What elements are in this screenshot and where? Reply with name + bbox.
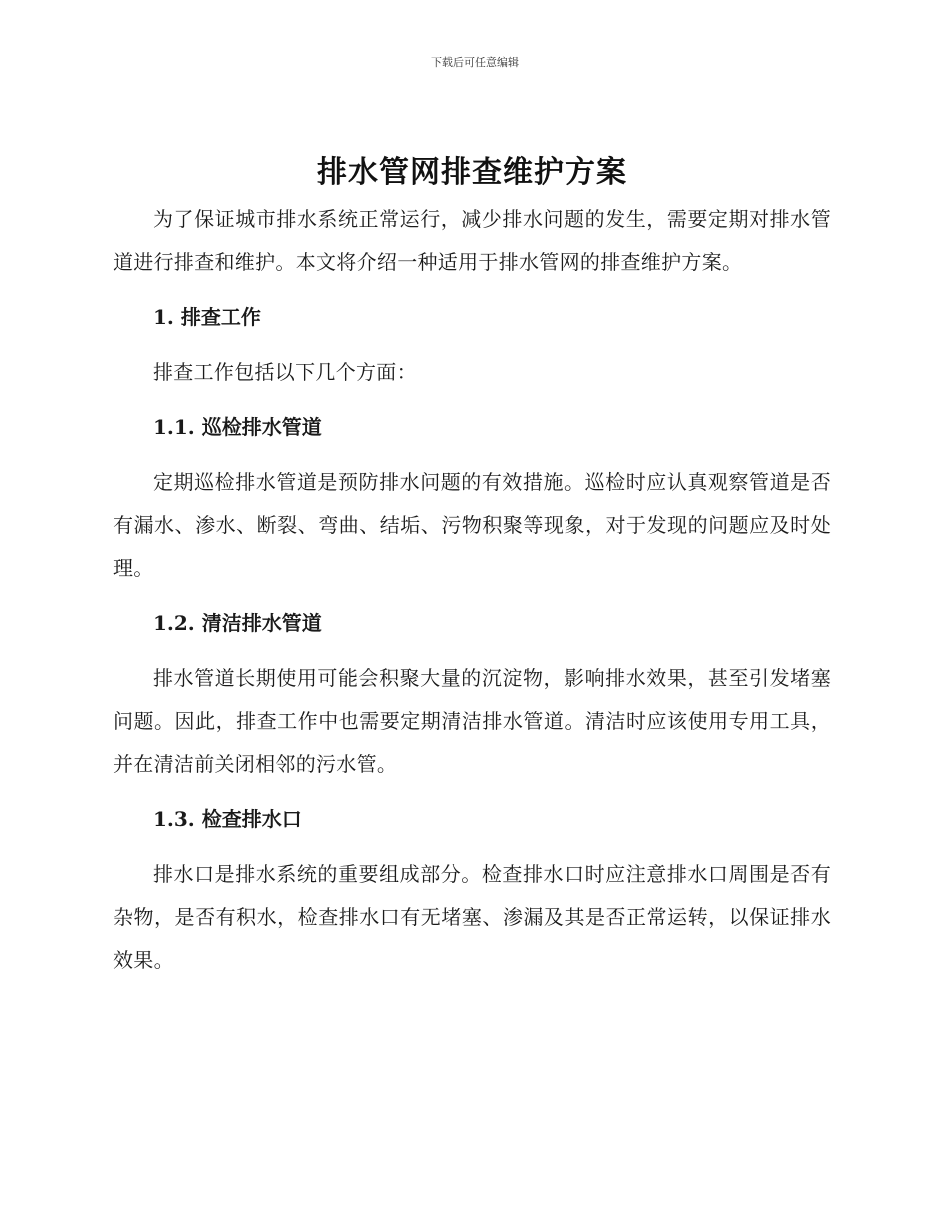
section-1-1-paragraph: 定期巡检排水管道是预防排水问题的有效措施。巡检时应认真观察管道是否有漏水、渗水、断裂、弯曲、结垢、污物积聚等现象，对于发现的问题应及时处理。 <box>113 470 831 580</box>
page-header-note: 下载后可任意编辑 <box>431 56 519 69</box>
document-body <box>113 150 831 982</box>
section-1-heading: 1. 排查工作 <box>153 305 261 329</box>
section-1-2-heading: 1.2. 清洁排水管道 <box>153 611 322 635</box>
document-title: 排水管网排查维护方案 <box>317 155 627 190</box>
section-1-3-paragraph: 排水口是排水系统的重要组成部分。检查排水口时应注意排水口周围是否有杂物，是否有积水，检查排水口有无堵塞、渗漏及其是否正常运转，以保证排水效果。 <box>113 862 831 972</box>
section-1-1-heading: 1.1. 巡检排水管道 <box>153 415 322 439</box>
section-1-3-heading: 1.3. 检查排水口 <box>153 807 302 831</box>
section-1-paragraph: 排查工作包括以下几个方面： <box>153 360 417 384</box>
section-1-2-paragraph: 排水管道长期使用可能会积聚大量的沉淀物，影响排水效果，甚至引发堵塞问题。因此，排查工作中也需要定期清洁排水管道。清洁时应该使用专用工具，并在清洁前关闭相邻的污水管。 <box>113 666 831 776</box>
intro-paragraph: 为了保证城市排水系统正常运行，减少排水问题的发生，需要定期对排水管道进行排查和维护。本文将介绍一种适用于排水管网的排查维护方案。 <box>113 207 831 274</box>
